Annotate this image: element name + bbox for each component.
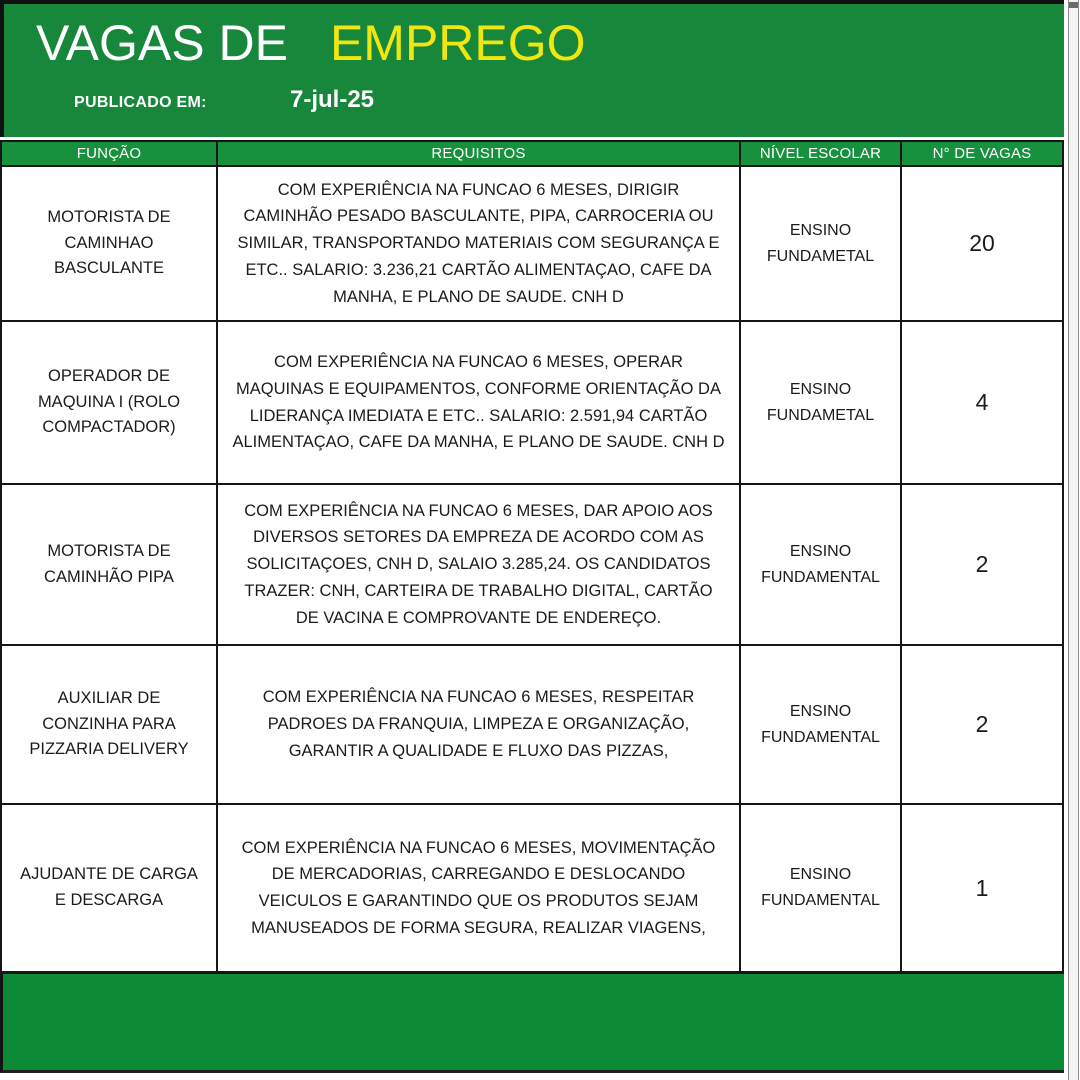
jobs-table xyxy=(0,140,1064,973)
page-title xyxy=(36,14,586,72)
table-row-2-nivel-escolar xyxy=(741,322,902,485)
page-title-yellow: EMPREGO xyxy=(329,15,586,71)
column-header-requisitos: REQUISITOS xyxy=(218,142,741,167)
table-row-5-funcao: AJUDANTE DE CARGA E DESCARGA xyxy=(2,805,218,971)
title-band xyxy=(0,0,1064,137)
table-row-3-nivel-escolar xyxy=(741,485,902,646)
table-row-1-num-vagas: 20 xyxy=(902,167,1062,322)
table-row-3-num-vagas: 2 xyxy=(902,485,1062,646)
table-row-3-nivel-escolar-text: ENSINO FUNDAMENTAL xyxy=(761,542,880,586)
column-header-nivel-escolar: NÍVEL ESCOLAR xyxy=(741,142,902,167)
table-row-5-nivel-escolar-text: ENSINO FUNDAMENTAL xyxy=(761,866,880,909)
table-row-5-num-vagas: 1 xyxy=(975,874,989,901)
table-row-5-nivel-escolar xyxy=(741,805,902,971)
page-title-white: VAGAS DE xyxy=(36,15,288,71)
column-header-funcao: FUNÇÃO xyxy=(2,142,218,167)
table-row-2-num-vagas: 4 xyxy=(902,322,1062,485)
table-row-2-nivel-escolar-text: ENSINO FUNDAMETAL xyxy=(766,380,875,424)
footer-band xyxy=(0,971,1064,1073)
scrollbar-thumb[interactable] xyxy=(1069,2,1078,8)
table-row-1-nivel-escolar-text: ENSINO FUNDAMETAL xyxy=(766,221,875,265)
table-row-2-funcao: OPERADOR DE MAQUINA I (ROLO COMPACTADOR) xyxy=(2,322,218,485)
published-label: PUBLICADO EM: xyxy=(74,94,207,111)
table-row-3-requisitos: COM EXPERIÊNCIA NA FUNCAO 6 MESES, DAR APOIO AOS DIVERSOS SETORES DA EMPREZA DE ACORDO COM AS SOLICITAÇOES, CNH D, SALAIO 3.285,24. OS CANDIDATOS TRAZER: CNH, CARTEIRA DE TRABALHO DIGITAL, CARTÃO DE VACINA E COMPROVANTE DE ENDEREÇO. xyxy=(218,485,741,646)
vertical-scrollbar[interactable] xyxy=(1068,0,1079,1080)
table-row-2-requisitos: COM EXPERIÊNCIA NA FUNCAO 6 MESES, OPERAR MAQUINAS E EQUIPAMENTOS, CONFORME ORIENTAÇÃO DA LIDERANÇA IMEDIATA E ETC.. SALARIO: 2.591,94 CARTÃO ALIMENTAÇAO, CAFE DA MANHA, E PLANO DE SAUDE. CNH D xyxy=(218,322,741,485)
table-row-4-requisitos: COM EXPERIÊNCIA NA FUNCAO 6 MESES, RESPEITAR PADROES DA FRANQUIA, LIMPEZA E ORGANIZAÇÃO, GARANTIR A QUALIDADE E FLUXO DAS PIZZAS, xyxy=(218,646,741,805)
table-row-4-nivel-escolar xyxy=(741,646,902,805)
table-row-5-requisitos: COM EXPERIÊNCIA NA FUNCAO 6 MESES, MOVIMENTAÇÃO DE MERCADORIAS, CARREGANDO E DESLOCANDO VEICULOS E GARANTINDO QUE OS PRODUTOS SEJAM MANUSEADOS DE FORMA SEGURA, REALIZAR VIAGENS, xyxy=(218,805,741,971)
table-row-3-funcao: MOTORISTA DE CAMINHÃO PIPA xyxy=(2,485,218,646)
table-row-1-requisitos: COM EXPERIÊNCIA NA FUNCAO 6 MESES, DIRIGIR CAMINHÃO PESADO BASCULANTE, PIPA, CARROCERIA OU SIMILAR, TRANSPORTANDO MATERIAIS COM SEGURANÇA E ETC.. SALARIO: 3.236,21 CARTÃO ALIMENTAÇAO, CAFE DA MANHA, E PLANO DE SAUDE. CNH D xyxy=(218,167,741,322)
column-header-num-vagas: N° DE VAGAS xyxy=(902,142,1062,167)
published-date: 7-jul-25 xyxy=(290,86,375,113)
table-row-4-nivel-escolar-text: ENSINO FUNDAMENTAL xyxy=(761,702,880,746)
table-row-1-nivel-escolar xyxy=(741,167,902,322)
table-row-4-funcao: AUXILIAR DE CONZINHA PARA PIZZARIA DELIVERY xyxy=(2,646,218,805)
table-row-1-funcao: MOTORISTA DE CAMINHAO BASCULANTE xyxy=(2,167,218,322)
table-row-4-num-vagas: 2 xyxy=(902,646,1062,805)
